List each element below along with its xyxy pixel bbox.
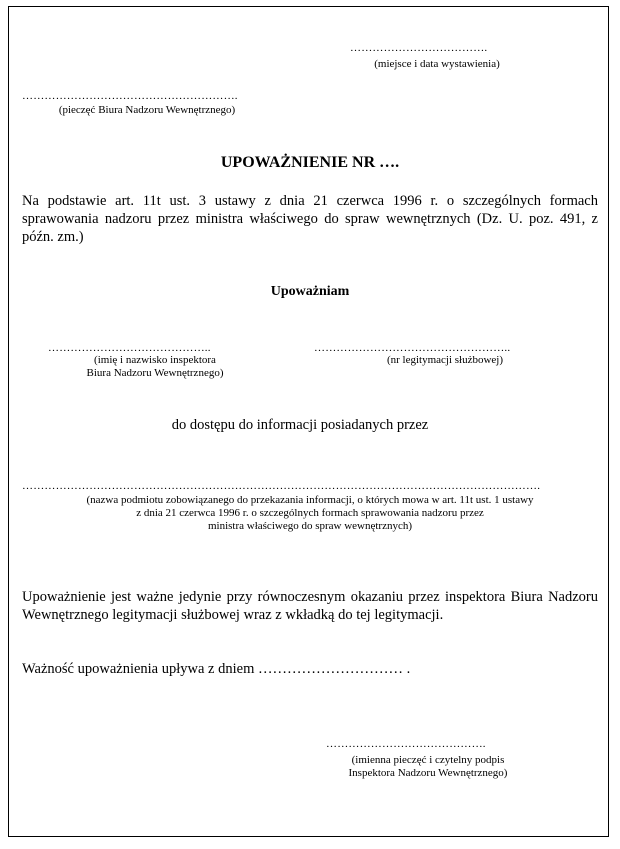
place-date-dots: ………………………………. [350, 42, 488, 54]
signature-label-line1: (imienna pieczęć i czytelny podpis [351, 754, 505, 766]
entity-label-line3: ministra właściwego do spraw wewnętrznych) [207, 520, 413, 532]
id-number-label: (nr legitymacji służbowej) [386, 354, 504, 366]
validity-paragraph: Upoważnienie jest ważne jedynie przy równoczesnym okazaniu przez inspektora Biura Nadzoru Wewnętrznego legitymacji służbowej wraz z wkładką do tej legitymacji. [22, 589, 598, 623]
inspector-name-label-line2: Biura Nadzoru Wewnętrznego) [86, 367, 224, 379]
legal-basis-paragraph: Na podstawie art. 11t ust. 3 ustawy z dnia 21 czerwca 1996 r. o szczególnych formach sprawowania nadzoru przez ministra właściwego do spraw wewnętrznych (Dz. U. poz. 491, z późn. zm.) [22, 193, 598, 245]
stamp-dots: …………………………………………………. [22, 90, 238, 102]
entity-dots: …………………………………………………………………………………………………………………………. [22, 480, 541, 492]
stamp-label: (pieczęć Biura Nadzoru Wewnętrznego) [58, 104, 236, 116]
inspector-name-label-line1: (imię i nazwisko inspektora [94, 354, 216, 366]
entity-label-line1: (nazwa podmiotu zobowiązanego do przekazania informacji, o których mowa w art. 11t ust. 1 ustawy [86, 494, 534, 506]
access-line: do dostępu do informacji posiadanych przez [171, 417, 429, 433]
inspector-name-dots: …………………………………….. [48, 342, 211, 354]
inspector-name-label [40, 354, 270, 380]
id-number-dots: …………………………………………….. [314, 342, 511, 354]
signature-label-line2: Inspektora Nadzoru Wewnętrznego) [348, 767, 508, 779]
document-title: UPOWAŻNIENIE NR …. [220, 154, 400, 171]
authorize-heading: Upoważniam [270, 284, 350, 299]
entity-label-line2: z dnia 21 czerwca 1996 r. o szczególnych formach sprawowania nadzoru przez [136, 507, 484, 519]
expiry-line: Ważność upoważnienia upływa z dniem ………………………… . [22, 661, 411, 677]
place-date-label: (miejsce i data wystawienia) [374, 58, 500, 70]
signature-label [318, 754, 538, 780]
entity-label [10, 494, 610, 533]
signature-dots: ……………………………………. [326, 738, 486, 750]
